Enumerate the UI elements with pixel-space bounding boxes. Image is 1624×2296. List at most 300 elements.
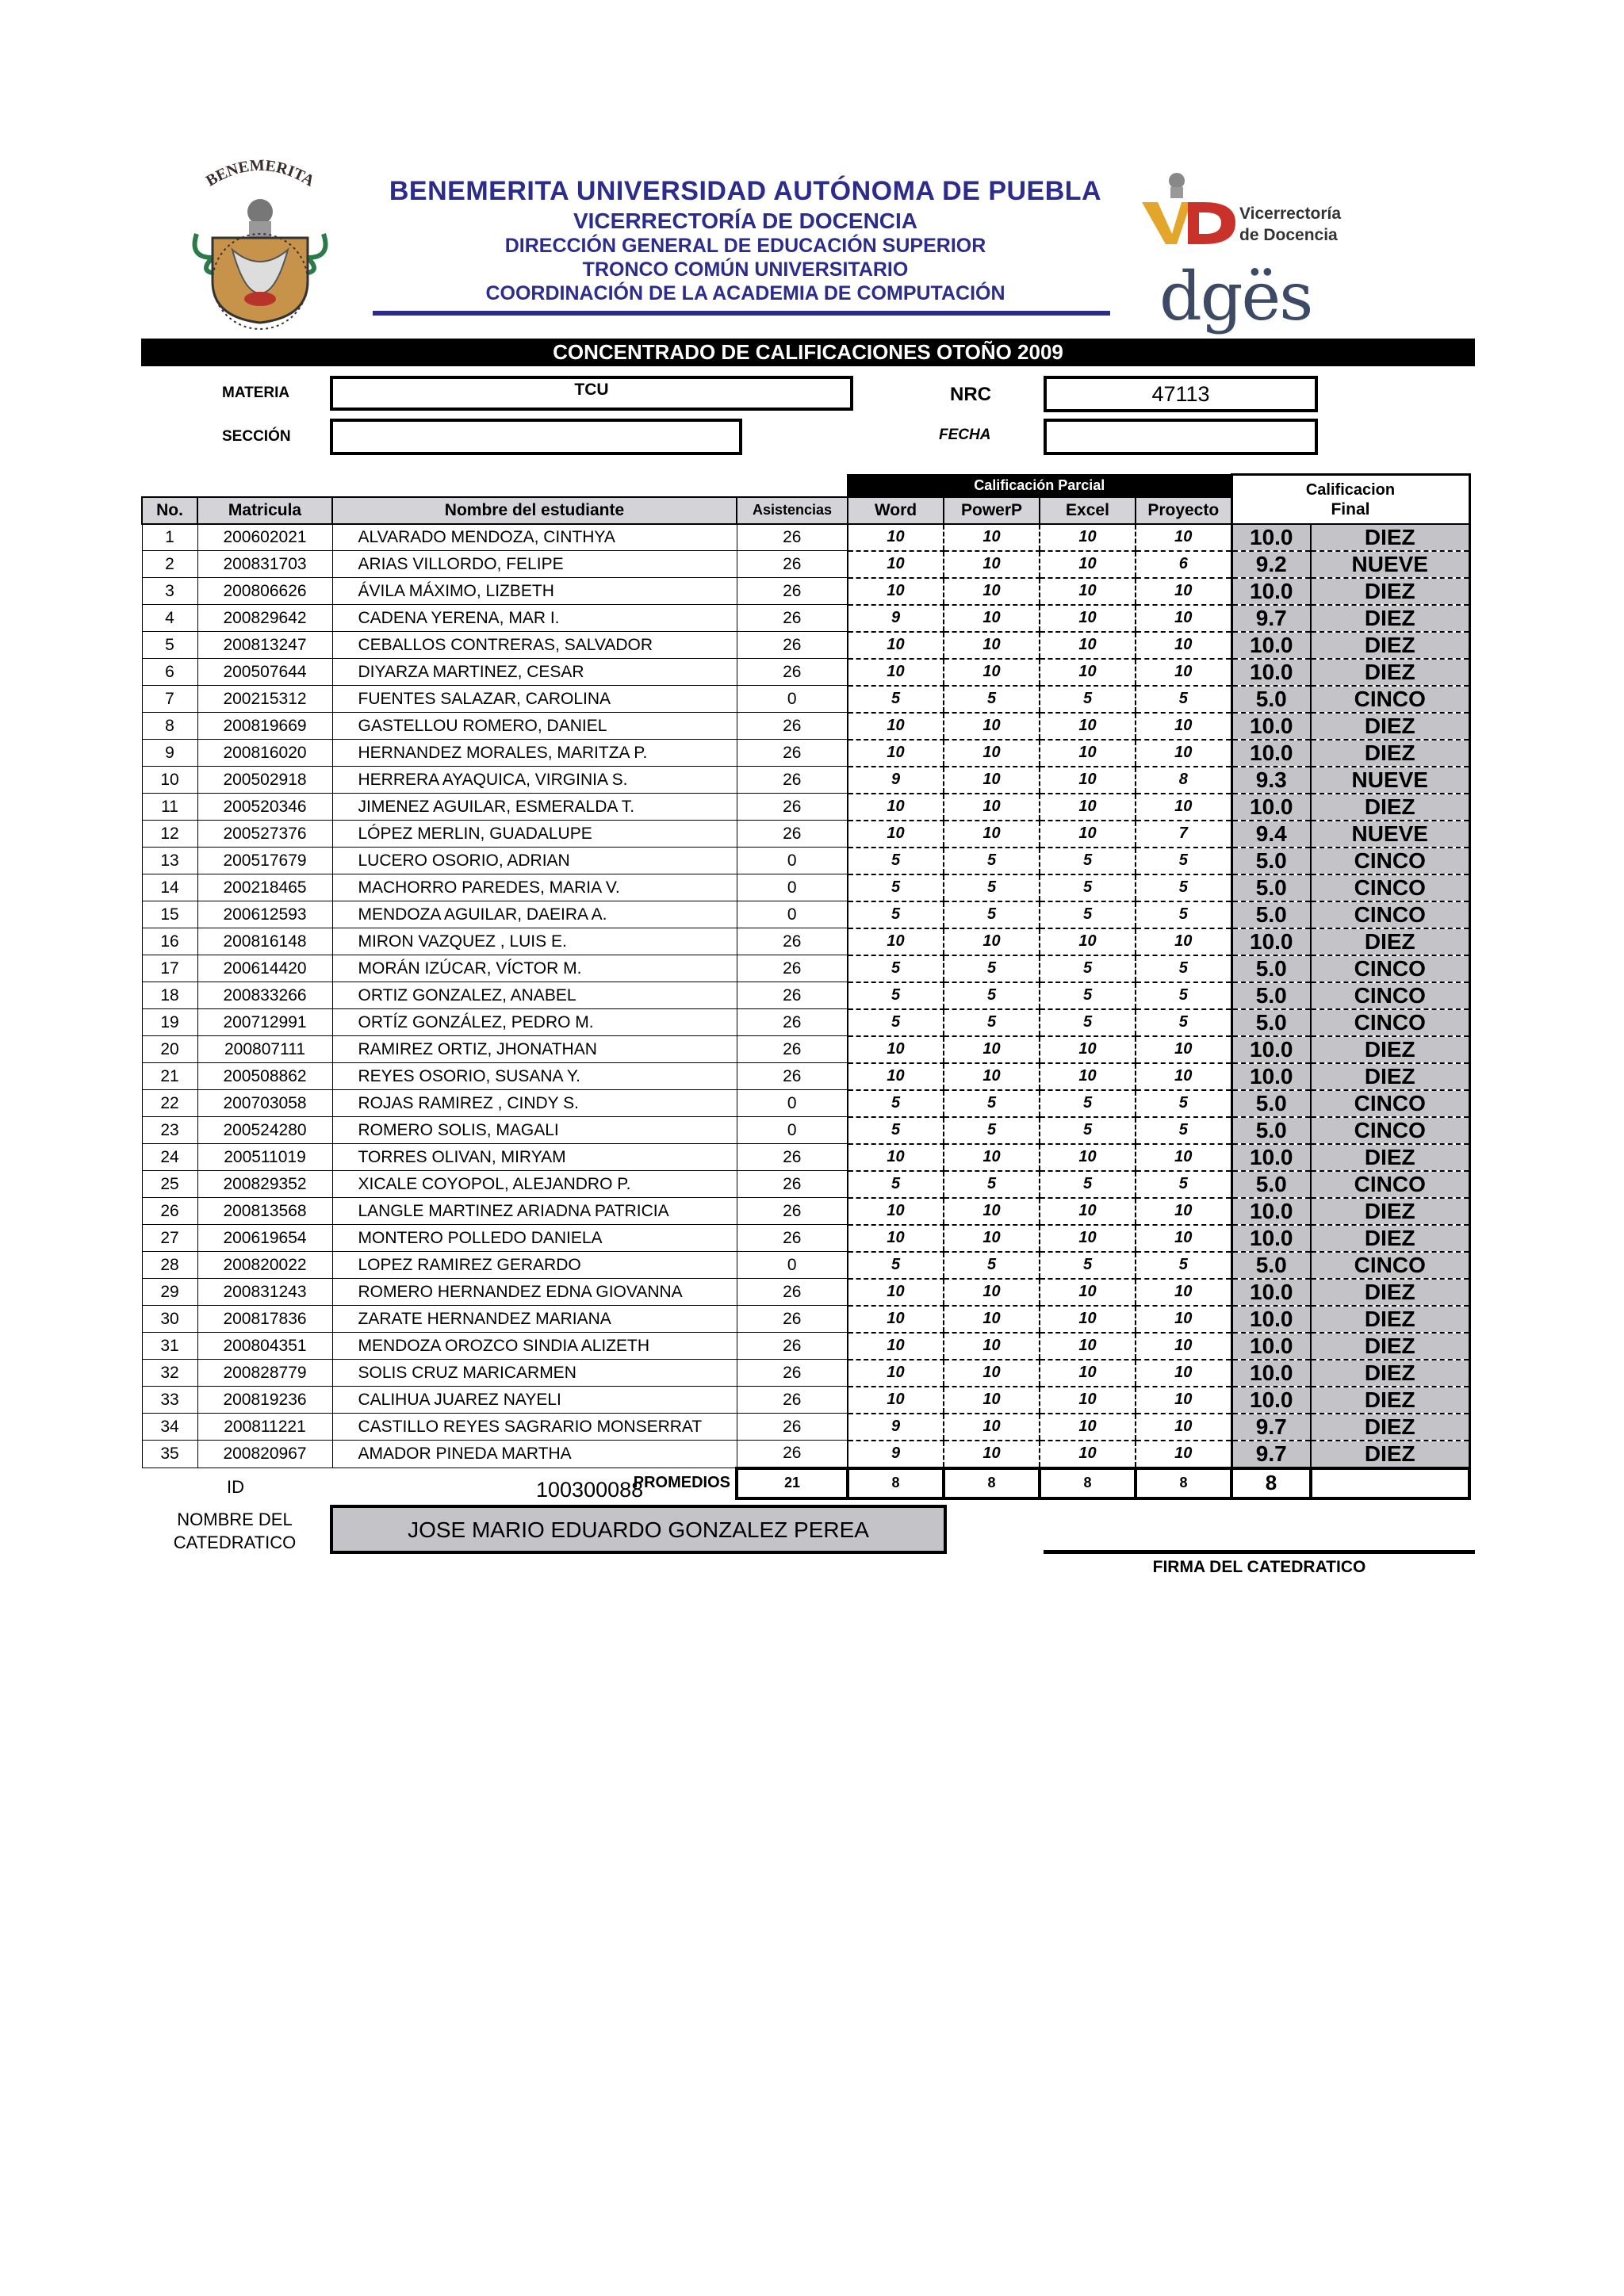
row-powerp-grade: 10 (944, 1441, 1040, 1468)
row-matricula: 200619654 (197, 1225, 332, 1252)
table-row (142, 1333, 1469, 1360)
row-word-grade: 10 (848, 659, 944, 686)
row-powerp-grade: 10 (944, 659, 1040, 686)
row-matricula: 200829642 (197, 605, 332, 632)
row-word-grade: 9 (848, 1441, 944, 1468)
row-number: 11 (142, 794, 197, 821)
page-title: CONCENTRADO DE CALIFICACIONES OTOÑO 2009 (141, 339, 1475, 366)
table-row (142, 1009, 1469, 1036)
row-final-grade-text: DIEZ (1311, 605, 1469, 632)
row-student-name: ÁVILA MÁXIMO, LIZBETH (332, 578, 737, 605)
direccion-heading: DIRECCIÓN GENERAL DE EDUCACIÓN SUPERIOR (504, 235, 986, 257)
row-asistencias: 0 (737, 686, 848, 713)
row-word-grade: 10 (848, 1360, 944, 1387)
row-final-grade: 5.0 (1231, 1009, 1311, 1036)
tronco-heading: TRONCO COMÚN UNIVERSITARIO (582, 258, 909, 281)
row-proyecto-grade: 5 (1136, 955, 1231, 982)
row-powerp-grade: 10 (944, 1360, 1040, 1387)
row-matricula: 200820967 (197, 1441, 332, 1468)
table-row (142, 794, 1469, 821)
row-asistencias: 26 (737, 1171, 848, 1198)
row-word-grade: 10 (848, 578, 944, 605)
row-final-grade-text: DIEZ (1311, 1441, 1469, 1468)
row-proyecto-grade: 5 (1136, 686, 1231, 713)
row-matricula: 200703058 (197, 1090, 332, 1117)
row-matricula: 200507644 (197, 659, 332, 686)
row-number: 34 (142, 1414, 197, 1441)
row-word-grade: 10 (848, 1225, 944, 1252)
row-student-name: FUENTES SALAZAR, CAROLINA (332, 686, 737, 713)
grades-table (141, 473, 1471, 1500)
row-student-name: REYES OSORIO, SUSANA Y. (332, 1063, 737, 1090)
row-final-grade-text: DIEZ (1311, 1225, 1469, 1252)
row-powerp-grade: 5 (944, 982, 1040, 1009)
materia-field[interactable]: TCU (330, 376, 853, 411)
row-word-grade: 10 (848, 821, 944, 848)
row-final-grade-text: NUEVE (1311, 767, 1469, 794)
row-powerp-grade: 10 (944, 767, 1040, 794)
promedios-label: PROMEDIOS (633, 1474, 730, 1492)
row-proyecto-grade: 10 (1136, 1198, 1231, 1225)
row-final-grade-text: DIEZ (1311, 1333, 1469, 1360)
id-label: ID (227, 1477, 244, 1497)
row-matricula: 200524280 (197, 1117, 332, 1144)
table-row (142, 659, 1469, 686)
row-number: 5 (142, 632, 197, 659)
row-powerp-grade: 10 (944, 1036, 1040, 1063)
row-final-grade-text: CINCO (1311, 874, 1469, 901)
row-number: 16 (142, 928, 197, 955)
col-word-header: Word (848, 497, 944, 524)
university-seal-logo (189, 155, 331, 333)
row-excel-grade: 10 (1040, 1306, 1136, 1333)
table-row (142, 982, 1469, 1009)
row-word-grade: 5 (848, 848, 944, 874)
row-matricula: 200804351 (197, 1333, 332, 1360)
row-matricula: 200819669 (197, 713, 332, 740)
row-powerp-grade: 10 (944, 713, 1040, 740)
row-proyecto-grade: 5 (1136, 1090, 1231, 1117)
row-asistencias: 26 (737, 1333, 848, 1360)
row-final-grade: 9.7 (1231, 605, 1311, 632)
row-powerp-grade: 10 (944, 1144, 1040, 1171)
row-final-grade-text: DIEZ (1311, 1279, 1469, 1306)
row-number: 19 (142, 1009, 197, 1036)
row-final-grade-text: CINCO (1311, 1009, 1469, 1036)
promedio-proyecto: 8 (1136, 1468, 1231, 1498)
row-proyecto-grade: 10 (1136, 713, 1231, 740)
vicerrectoria-logo-line2: de Docencia (1239, 226, 1338, 244)
row-number: 28 (142, 1252, 197, 1279)
row-proyecto-grade: 10 (1136, 1441, 1231, 1468)
row-student-name: MENDOZA AGUILAR, DAEIRA A. (332, 901, 737, 928)
row-asistencias: 26 (737, 1036, 848, 1063)
row-proyecto-grade: 5 (1136, 982, 1231, 1009)
row-number: 31 (142, 1333, 197, 1360)
row-student-name: MORÁN IZÚCAR, VÍCTOR M. (332, 955, 737, 982)
fecha-label: FECHA (939, 427, 991, 443)
row-matricula: 200520346 (197, 794, 332, 821)
row-asistencias: 0 (737, 901, 848, 928)
row-asistencias: 26 (737, 1225, 848, 1252)
row-final-grade: 5.0 (1231, 982, 1311, 1009)
row-number: 6 (142, 659, 197, 686)
table-row (142, 821, 1469, 848)
id-value: 100300088 (536, 1478, 644, 1502)
row-proyecto-grade: 10 (1136, 1279, 1231, 1306)
row-student-name: ZARATE HERNANDEZ MARIANA (332, 1306, 737, 1333)
row-final-grade: 10.0 (1231, 1198, 1311, 1225)
row-powerp-grade: 5 (944, 1090, 1040, 1117)
table-row (142, 1171, 1469, 1198)
row-powerp-grade: 10 (944, 1198, 1040, 1225)
row-excel-grade: 10 (1040, 1333, 1136, 1360)
row-number: 10 (142, 767, 197, 794)
row-student-name: MIRON VAZQUEZ , LUIS E. (332, 928, 737, 955)
row-final-grade: 10.0 (1231, 578, 1311, 605)
row-powerp-grade: 10 (944, 1387, 1040, 1414)
row-number: 8 (142, 713, 197, 740)
row-number: 13 (142, 848, 197, 874)
row-asistencias: 26 (737, 928, 848, 955)
row-student-name: TORRES OLIVAN, MIRYAM (332, 1144, 737, 1171)
signature-label: FIRMA DEL CATEDRATICO (1152, 1558, 1366, 1576)
row-final-grade: 10.0 (1231, 1360, 1311, 1387)
row-number: 4 (142, 605, 197, 632)
row-number: 15 (142, 901, 197, 928)
table-row (142, 1225, 1469, 1252)
row-word-grade: 5 (848, 1171, 944, 1198)
row-student-name: HERRERA AYAQUICA, VIRGINIA S. (332, 767, 737, 794)
row-powerp-grade: 5 (944, 955, 1040, 982)
row-final-grade-text: DIEZ (1311, 524, 1469, 551)
row-final-grade-text: DIEZ (1311, 713, 1469, 740)
table-row (142, 901, 1469, 928)
row-student-name: ROJAS RAMIREZ , CINDY S. (332, 1090, 737, 1117)
row-final-grade-text: DIEZ (1311, 1360, 1469, 1387)
row-powerp-grade: 5 (944, 1252, 1040, 1279)
row-excel-grade: 10 (1040, 1198, 1136, 1225)
row-asistencias: 26 (737, 578, 848, 605)
row-excel-grade: 10 (1040, 767, 1136, 794)
row-powerp-grade: 10 (944, 578, 1040, 605)
row-asistencias: 26 (737, 632, 848, 659)
row-proyecto-grade: 10 (1136, 524, 1231, 551)
row-excel-grade: 10 (1040, 1036, 1136, 1063)
row-proyecto-grade: 10 (1136, 1414, 1231, 1441)
row-number: 2 (142, 551, 197, 578)
table-row (142, 1117, 1469, 1144)
row-proyecto-grade: 5 (1136, 848, 1231, 874)
row-word-grade: 10 (848, 632, 944, 659)
row-final-grade-text: DIEZ (1311, 928, 1469, 955)
row-proyecto-grade: 10 (1136, 1063, 1231, 1090)
table-row (142, 1063, 1469, 1090)
materia-label: MATERIA (222, 385, 290, 401)
promedio-final: 8 (1231, 1468, 1311, 1498)
university-name: BENEMERITA UNIVERSIDAD AUTÓNOMA DE PUEBLA (389, 176, 1102, 206)
table-row (142, 1387, 1469, 1414)
table-row (142, 1090, 1469, 1117)
row-final-grade: 9.4 (1231, 821, 1311, 848)
signature-line (1044, 1550, 1475, 1554)
row-final-grade: 10.0 (1231, 1387, 1311, 1414)
row-proyecto-grade: 5 (1136, 1117, 1231, 1144)
row-excel-grade: 5 (1040, 874, 1136, 901)
row-proyecto-grade: 10 (1136, 928, 1231, 955)
row-matricula: 200806626 (197, 578, 332, 605)
row-powerp-grade: 5 (944, 874, 1040, 901)
row-final-grade: 5.0 (1231, 1171, 1311, 1198)
table-row (142, 955, 1469, 982)
row-student-name: HERNANDEZ MORALES, MARITZA P. (332, 740, 737, 767)
row-asistencias: 26 (737, 1414, 848, 1441)
row-asistencias: 0 (737, 1090, 848, 1117)
dges-logo: dgës (1159, 258, 1312, 335)
row-number: 27 (142, 1225, 197, 1252)
table-row (142, 874, 1469, 901)
row-proyecto-grade: 5 (1136, 1009, 1231, 1036)
row-final-grade-text: CINCO (1311, 1252, 1469, 1279)
row-matricula: 200215312 (197, 686, 332, 713)
row-number: 24 (142, 1144, 197, 1171)
teacher-label-line2: CATEDRATICO (173, 1533, 297, 1552)
row-final-grade: 5.0 (1231, 686, 1311, 713)
row-asistencias: 26 (737, 1144, 848, 1171)
row-final-grade-text: DIEZ (1311, 578, 1469, 605)
row-final-grade-text: DIEZ (1311, 794, 1469, 821)
row-proyecto-grade: 5 (1136, 1252, 1231, 1279)
row-word-grade: 5 (848, 874, 944, 901)
row-matricula: 200508862 (197, 1063, 332, 1090)
row-final-grade-text: CINCO (1311, 1090, 1469, 1117)
row-proyecto-grade: 5 (1136, 901, 1231, 928)
teacher-label (171, 1508, 298, 1554)
row-final-grade-text: DIEZ (1311, 659, 1469, 686)
seccion-field[interactable] (330, 419, 742, 455)
row-final-grade: 10.0 (1231, 524, 1311, 551)
row-final-grade-text: DIEZ (1311, 1036, 1469, 1063)
table-row (142, 713, 1469, 740)
seccion-label: SECCIÓN (222, 428, 291, 445)
row-student-name: AMADOR PINEDA MARTHA (332, 1441, 737, 1468)
row-word-grade: 10 (848, 1279, 944, 1306)
row-student-name: ROMERO HERNANDEZ EDNA GIOVANNA (332, 1279, 737, 1306)
row-final-grade-text: DIEZ (1311, 1387, 1469, 1414)
table-row (142, 605, 1469, 632)
row-word-grade: 10 (848, 1306, 944, 1333)
table-row (142, 928, 1469, 955)
vicerrectoria-heading: VICERRECTORÍA DE DOCENCIA (573, 209, 918, 233)
row-excel-grade: 10 (1040, 551, 1136, 578)
row-powerp-grade: 5 (944, 1171, 1040, 1198)
row-number: 21 (142, 1063, 197, 1090)
row-proyecto-grade: 10 (1136, 1333, 1231, 1360)
row-number: 1 (142, 524, 197, 551)
row-final-grade-text: CINCO (1311, 982, 1469, 1009)
row-final-grade-text: CINCO (1311, 1171, 1469, 1198)
nrc-field[interactable]: 47113 (1044, 376, 1318, 412)
row-word-grade: 10 (848, 1144, 944, 1171)
row-word-grade: 10 (848, 524, 944, 551)
table-row (142, 1144, 1469, 1171)
fecha-field[interactable] (1044, 419, 1318, 455)
row-asistencias: 26 (737, 982, 848, 1009)
row-final-grade: 5.0 (1231, 955, 1311, 982)
row-student-name: RAMIREZ ORTIZ, JHONATHAN (332, 1036, 737, 1063)
col-no-header: No. (142, 497, 197, 524)
row-powerp-grade: 10 (944, 1333, 1040, 1360)
row-excel-grade: 5 (1040, 1117, 1136, 1144)
row-final-grade: 10.0 (1231, 1063, 1311, 1090)
row-matricula: 200829352 (197, 1171, 332, 1198)
row-number: 12 (142, 821, 197, 848)
row-student-name: GASTELLOU ROMERO, DANIEL (332, 713, 737, 740)
row-excel-grade: 10 (1040, 1063, 1136, 1090)
row-final-grade-text: NUEVE (1311, 821, 1469, 848)
row-final-grade: 10.0 (1231, 928, 1311, 955)
row-proyecto-grade: 5 (1136, 874, 1231, 901)
row-asistencias: 26 (737, 713, 848, 740)
row-final-grade: 9.7 (1231, 1414, 1311, 1441)
row-final-grade-text: CINCO (1311, 955, 1469, 982)
table-row (142, 848, 1469, 874)
row-student-name: SOLIS CRUZ MARICARMEN (332, 1360, 737, 1387)
row-matricula: 200833266 (197, 982, 332, 1009)
row-proyecto-grade: 10 (1136, 1225, 1231, 1252)
col-nombre-header: Nombre del estudiante (332, 497, 737, 524)
row-student-name: LUCERO OSORIO, ADRIAN (332, 848, 737, 874)
table-row (142, 740, 1469, 767)
row-matricula: 200817836 (197, 1306, 332, 1333)
row-matricula: 200813568 (197, 1198, 332, 1225)
teacher-label-line1: NOMBRE DEL (177, 1510, 293, 1529)
row-powerp-grade: 5 (944, 848, 1040, 874)
row-excel-grade: 5 (1040, 848, 1136, 874)
table-row (142, 1198, 1469, 1225)
row-student-name: CALIHUA JUAREZ NAYELI (332, 1387, 737, 1414)
row-asistencias: 26 (737, 551, 848, 578)
row-final-grade: 10.0 (1231, 1306, 1311, 1333)
row-proyecto-grade: 10 (1136, 1306, 1231, 1333)
row-student-name: JIMENEZ AGUILAR, ESMERALDA T. (332, 794, 737, 821)
row-asistencias: 26 (737, 1441, 848, 1468)
final-group-header: Calificacion (1231, 475, 1469, 497)
row-excel-grade: 5 (1040, 1090, 1136, 1117)
col-asistencias-header: Asistencias (737, 497, 848, 524)
row-final-grade-text: DIEZ (1311, 632, 1469, 659)
row-matricula: 200511019 (197, 1144, 332, 1171)
row-word-grade: 10 (848, 551, 944, 578)
row-final-grade-text: DIEZ (1311, 1306, 1469, 1333)
row-final-grade-text: CINCO (1311, 901, 1469, 928)
row-excel-grade: 10 (1040, 605, 1136, 632)
row-matricula: 200831243 (197, 1279, 332, 1306)
row-excel-grade: 10 (1040, 632, 1136, 659)
row-number: 22 (142, 1090, 197, 1117)
row-final-grade: 10.0 (1231, 632, 1311, 659)
row-excel-grade: 10 (1040, 1279, 1136, 1306)
row-number: 7 (142, 686, 197, 713)
row-word-grade: 10 (848, 740, 944, 767)
row-powerp-grade: 5 (944, 1117, 1040, 1144)
row-proyecto-grade: 8 (1136, 767, 1231, 794)
row-student-name: MONTERO POLLEDO DANIELA (332, 1225, 737, 1252)
row-proyecto-grade: 10 (1136, 632, 1231, 659)
row-number: 30 (142, 1306, 197, 1333)
row-powerp-grade: 10 (944, 1279, 1040, 1306)
row-powerp-grade: 10 (944, 1414, 1040, 1441)
row-asistencias: 26 (737, 1279, 848, 1306)
row-student-name: ROMERO SOLIS, MAGALI (332, 1117, 737, 1144)
row-word-grade: 10 (848, 713, 944, 740)
row-final-grade-text: CINCO (1311, 1117, 1469, 1144)
row-word-grade: 5 (848, 1252, 944, 1279)
row-matricula: 200612593 (197, 901, 332, 928)
row-proyecto-grade: 10 (1136, 1036, 1231, 1063)
row-word-grade: 9 (848, 605, 944, 632)
row-number: 9 (142, 740, 197, 767)
row-excel-grade: 10 (1040, 524, 1136, 551)
row-powerp-grade: 5 (944, 1009, 1040, 1036)
row-powerp-grade: 10 (944, 740, 1040, 767)
row-student-name: DIYARZA MARTINEZ, CESAR (332, 659, 737, 686)
row-powerp-grade: 10 (944, 605, 1040, 632)
row-asistencias: 26 (737, 821, 848, 848)
row-final-grade: 9.2 (1231, 551, 1311, 578)
promedio-asistencias: 21 (737, 1468, 848, 1498)
row-final-grade: 10.0 (1231, 794, 1311, 821)
row-final-grade: 9.7 (1231, 1441, 1311, 1468)
row-excel-grade: 5 (1040, 955, 1136, 982)
row-proyecto-grade: 10 (1136, 794, 1231, 821)
row-student-name: LÓPEZ MERLIN, GUADALUPE (332, 821, 737, 848)
row-number: 32 (142, 1360, 197, 1387)
row-proyecto-grade: 10 (1136, 1387, 1231, 1414)
row-excel-grade: 10 (1040, 578, 1136, 605)
row-proyecto-grade: 10 (1136, 740, 1231, 767)
row-excel-grade: 5 (1040, 1009, 1136, 1036)
row-word-grade: 10 (848, 1333, 944, 1360)
row-matricula: 200816020 (197, 740, 332, 767)
table-row (142, 686, 1469, 713)
row-excel-grade: 10 (1040, 1441, 1136, 1468)
table-row (142, 1441, 1469, 1468)
row-excel-grade: 5 (1040, 1252, 1136, 1279)
row-matricula: 200828779 (197, 1360, 332, 1387)
row-matricula: 200517679 (197, 848, 332, 874)
row-asistencias: 26 (737, 794, 848, 821)
row-asistencias: 26 (737, 524, 848, 551)
row-student-name: CASTILLO REYES SAGRARIO MONSERRAT (332, 1414, 737, 1441)
row-student-name: ARIAS VILLORDO, FELIPE (332, 551, 737, 578)
row-proyecto-grade: 10 (1136, 605, 1231, 632)
row-asistencias: 26 (737, 1009, 848, 1036)
row-proyecto-grade: 10 (1136, 1144, 1231, 1171)
row-final-grade: 5.0 (1231, 1117, 1311, 1144)
row-final-grade: 5.0 (1231, 901, 1311, 928)
row-student-name: XICALE COYOPOL, ALEJANDRO P. (332, 1171, 737, 1198)
table-row (142, 551, 1469, 578)
row-powerp-grade: 10 (944, 551, 1040, 578)
row-word-grade: 10 (848, 1387, 944, 1414)
row-asistencias: 0 (737, 1117, 848, 1144)
row-final-grade: 5.0 (1231, 1090, 1311, 1117)
row-matricula: 200811221 (197, 1414, 332, 1441)
row-asistencias: 26 (737, 955, 848, 982)
table-row (142, 767, 1469, 794)
row-matricula: 200614420 (197, 955, 332, 982)
